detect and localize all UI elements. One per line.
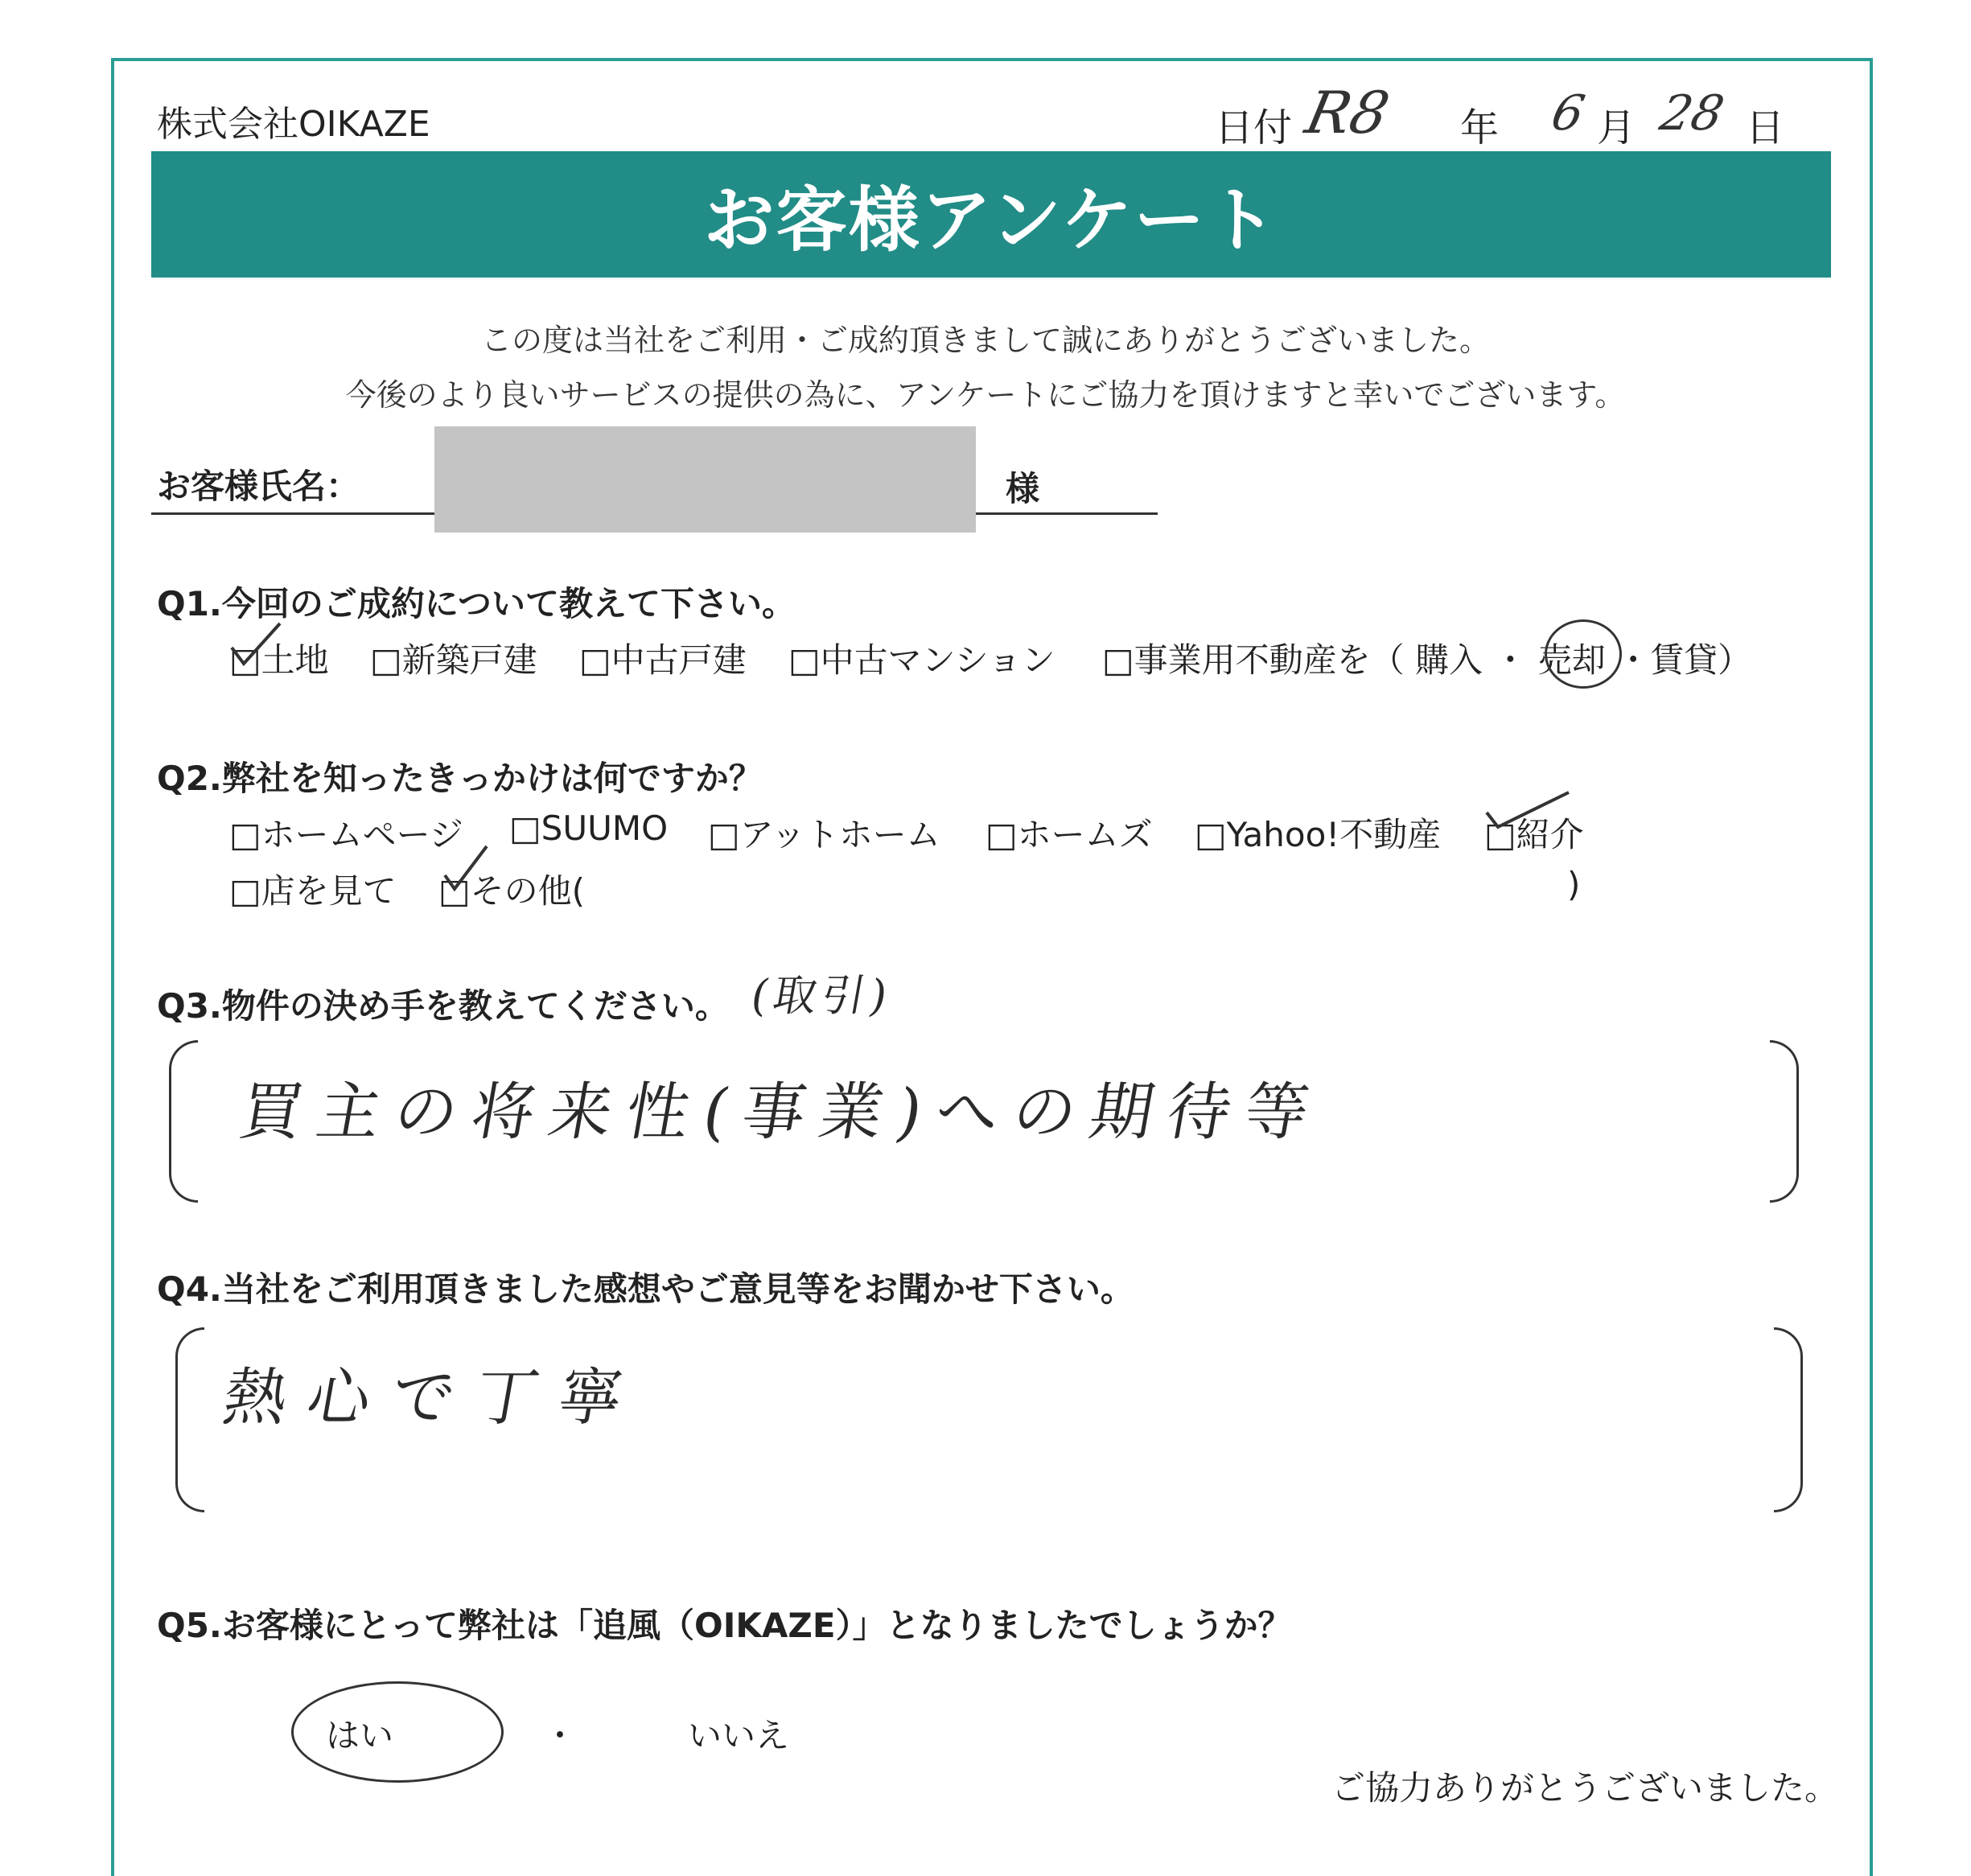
redacted-name bbox=[434, 426, 976, 533]
q2-question: Q2.弊社を知ったきっかけは何ですか？ bbox=[157, 759, 763, 798]
q2-option-referral[interactable]: □紹介 bbox=[1484, 815, 1584, 854]
check-mark-icon bbox=[438, 845, 503, 893]
q1-option-used-house[interactable]: □中古戸建 bbox=[579, 640, 747, 680]
date-day-handwritten: 28 bbox=[1655, 85, 1729, 142]
selection-circle bbox=[291, 1681, 504, 1783]
date-year-suffix: 年 bbox=[1460, 105, 1500, 150]
company-name: 株式会社OIKAZE bbox=[157, 104, 430, 145]
q1-option-land[interactable]: □土地 bbox=[229, 640, 329, 680]
date-day-suffix: 日 bbox=[1746, 105, 1785, 150]
date-label: 日付 bbox=[1215, 105, 1293, 150]
intro-line-1: この度は当社をご利用・ご成約頂きまして誠にありがとうございました。 bbox=[480, 323, 1490, 358]
q4-answer-bracket-left bbox=[175, 1327, 204, 1512]
name-underline bbox=[151, 512, 437, 515]
q3-handwritten-note: (取引) bbox=[747, 970, 896, 1021]
q1-question: Q1.今回のご成約について教えて下さい。 bbox=[157, 584, 796, 623]
footer-thanks: ご協力ありがとうございました。 bbox=[1331, 1768, 1839, 1808]
customer-name-label: お客様氏名： bbox=[157, 467, 360, 506]
q5-yes[interactable]: はい bbox=[326, 1716, 394, 1755]
q3-question: Q3.物件の決め手を教えてください。 bbox=[157, 986, 729, 1026]
q2-option-yahoo[interactable]: □Yahoo!不動産 bbox=[1195, 815, 1442, 854]
customer-honorific: 様 bbox=[1006, 469, 1040, 508]
q1-option-business-property[interactable]: □事業用不動産を（ 購入 ・ 売却 ・賃貸） bbox=[1102, 640, 1752, 680]
q5-separator: ・ bbox=[543, 1716, 578, 1755]
date-month-handwritten: 6 bbox=[1546, 85, 1590, 142]
date-row bbox=[1215, 79, 1794, 153]
q4-question: Q4.当社をご利用頂きました感想やご意見等をお聞かせ下さい。 bbox=[157, 1269, 1134, 1309]
q2-option-homepage[interactable]: □ホームページ bbox=[229, 815, 463, 854]
check-mark-icon bbox=[224, 619, 288, 668]
survey-title: お客様アンケート bbox=[703, 178, 1279, 261]
q1-option-used-condo[interactable]: □中古マンション bbox=[788, 640, 1055, 680]
q2-option-other[interactable]: □その他( bbox=[438, 871, 586, 911]
q2-option-suumo[interactable]: □SUUMO bbox=[509, 808, 669, 848]
name-underline bbox=[976, 512, 1158, 515]
q5-no[interactable]: いいえ bbox=[688, 1716, 790, 1755]
q3-answer-bracket-right bbox=[1770, 1040, 1799, 1203]
q4-answer-bracket-right bbox=[1774, 1327, 1803, 1512]
q3-handwritten-answer: 買主の将来性(事業)への期待等 bbox=[233, 1076, 1329, 1149]
q2-option-store[interactable]: □店を見て bbox=[229, 871, 397, 911]
q2-other-close-paren: ) bbox=[1567, 865, 1581, 904]
title-banner bbox=[151, 151, 1831, 278]
q1-option-new-house[interactable]: □新築戸建 bbox=[370, 640, 537, 680]
q2-option-homes[interactable]: □ホームズ bbox=[986, 815, 1153, 854]
q2-option-athome[interactable]: □アットホーム bbox=[708, 815, 940, 854]
q5-question: Q5.お客様にとって弊社は「追風（OIKAZE）」となりましたでしょうか？ bbox=[157, 1606, 1292, 1645]
date-year-handwritten: R8 bbox=[1300, 79, 1395, 146]
intro-line-2: 今後のより良いサービスの提供の為に、アンケートにご協力を頂けますと幸いでございます。 bbox=[345, 377, 1626, 413]
q3-answer-bracket-left bbox=[169, 1040, 198, 1203]
date-month-suffix: 月 bbox=[1597, 105, 1636, 150]
selection-circle bbox=[1545, 619, 1622, 689]
q4-handwritten-answer: 熱心で丁寧 bbox=[217, 1362, 649, 1434]
check-mark-icon bbox=[1480, 788, 1577, 837]
